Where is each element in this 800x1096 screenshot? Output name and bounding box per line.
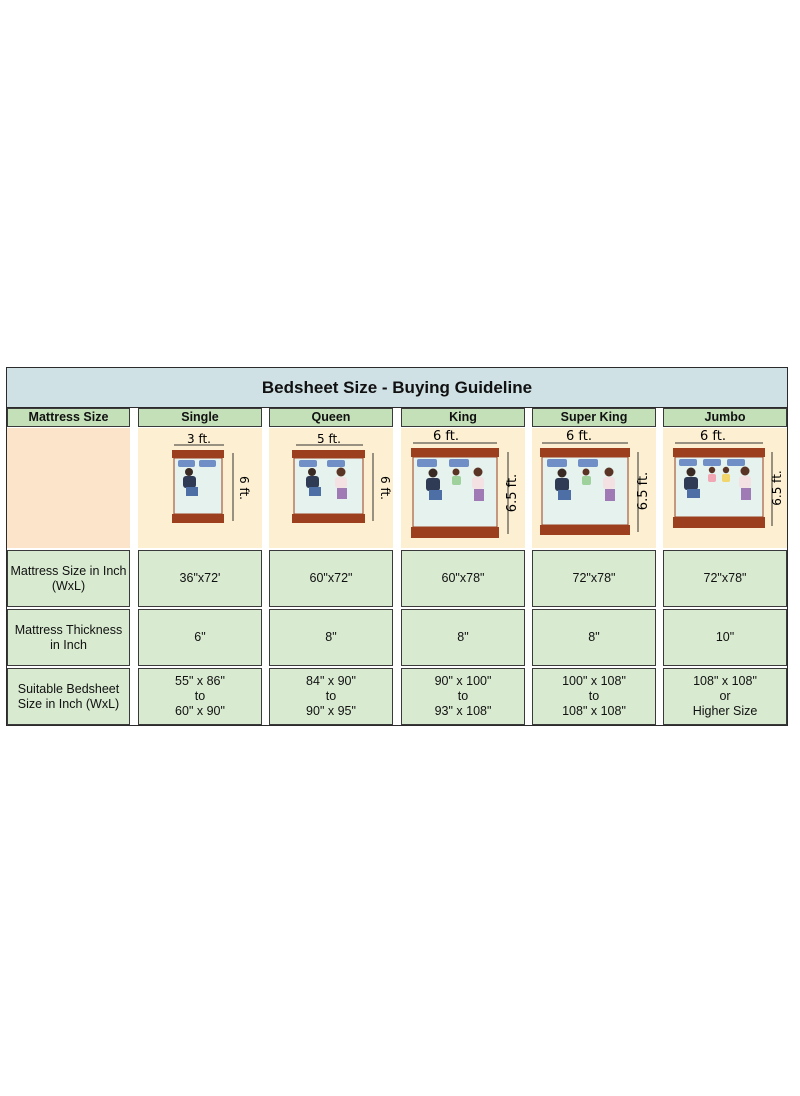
person-icon [185, 468, 193, 476]
table-cell: 55" x 86" to 60" x 90" [138, 668, 262, 725]
bed-width-label: 3 ft. [187, 432, 211, 446]
table-title: Bedsheet Size - Buying Guideline [7, 368, 787, 408]
table-cell: 100" x 108" to 108" x 108" [532, 668, 656, 725]
table-cell: 84" x 90" to 90" x 95" [269, 668, 393, 725]
svg-text:6 ft.: 6 ft. [378, 476, 392, 500]
header-queen: Queen [269, 408, 393, 427]
table-cell: 6" [138, 609, 262, 666]
row-label-mattress-thickness: Mattress Thickness in Inch [7, 609, 130, 666]
size-guide-table [6, 367, 788, 726]
table-cell: 8" [269, 609, 393, 666]
row-label-mattress-size: Mattress Size in Inch (WxL) [7, 550, 130, 607]
table-cell: 8" [401, 609, 525, 666]
header-king: King [401, 408, 525, 427]
bed-length-label: 6 ft. [237, 476, 251, 500]
row-label-bedsheet-size: Suitable Bedsheet Size in Inch (WxL) [7, 668, 130, 725]
bed-diagram-king [401, 428, 525, 548]
svg-text:6 ft.: 6 ft. [700, 429, 726, 444]
table-cell: 72"x78" [532, 550, 656, 607]
header-super-king: Super King [532, 408, 656, 427]
table-cell: 8" [532, 609, 656, 666]
svg-text:6.5 ft.: 6.5 ft. [505, 473, 520, 513]
header-single: Single [138, 408, 262, 427]
svg-text:6.5 ft.: 6.5 ft. [770, 470, 784, 506]
svg-text:6 ft.: 6 ft. [433, 429, 459, 444]
bed-diagram-jumbo [663, 428, 787, 548]
table-cell: 36"x72' [138, 550, 262, 607]
header-row-label: Mattress Size [7, 408, 130, 427]
svg-text:6 ft.: 6 ft. [566, 429, 592, 444]
svg-text:6.5 ft.: 6.5 ft. [636, 471, 651, 511]
table-cell: 108" x 108" or Higher Size [663, 668, 787, 725]
table-cell: 90" x 100" to 93" x 108" [401, 668, 525, 725]
table-cell: 60"x78" [401, 550, 525, 607]
bed-diagram-queen [269, 428, 393, 548]
table-cell: 72"x78" [663, 550, 787, 607]
svg-text:5 ft.: 5 ft. [317, 432, 341, 446]
image-row-blank [7, 428, 130, 548]
bed-diagram-super-king [532, 428, 656, 548]
table-cell: 60"x72" [269, 550, 393, 607]
header-jumbo: Jumbo [663, 408, 787, 427]
table-cell: 10" [663, 609, 787, 666]
bed-diagram-single [138, 428, 262, 548]
